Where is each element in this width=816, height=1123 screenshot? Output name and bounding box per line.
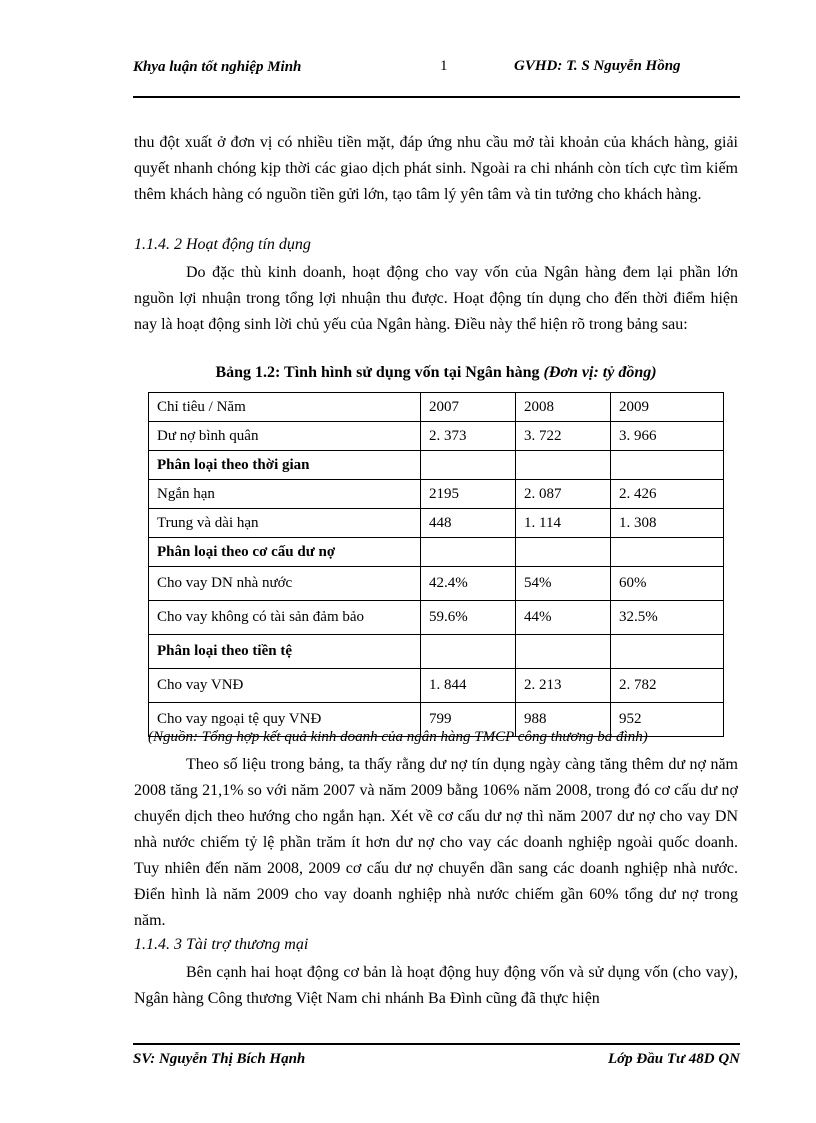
table-row (149, 669, 724, 703)
table-group-label: Phân loại theo tiền tệ (149, 635, 421, 669)
table-cell: Cho vay ngoại tệ quy VNĐ (149, 703, 421, 737)
table-cell: 2195 (421, 480, 516, 509)
table-cell: Chỉ tiêu / Năm (149, 393, 421, 422)
page-footer (133, 1043, 740, 1067)
table-row (149, 601, 724, 635)
table-cell: Ngắn hạn (149, 480, 421, 509)
table-group-row (149, 451, 724, 480)
table-cell: 2009 (611, 393, 724, 422)
table-group-row (149, 538, 724, 567)
table-cell: 1. 844 (421, 669, 516, 703)
paragraph-2: Do đặc thù kinh doanh, hoạt động cho vay vốn của Ngân hàng đem lại phần lớn nguồn lợi nhuận trong tổng lợi nhuận thu được. Hoạt động tín dụng cho đến thời điểm hiện nay là hoạt động sinh lời chủ yếu của Ngân hàng. Điều này thể hiện rõ trong bảng sau: (134, 264, 738, 333)
table-cell (421, 538, 516, 567)
table-cell: Dư nợ bình quân (149, 422, 421, 451)
section-heading-trade-finance: 1.1.4. 3 Tài trợ thương mại (134, 936, 309, 953)
table-cell (516, 538, 611, 567)
table-row (149, 393, 724, 422)
table-cell: 54% (516, 567, 611, 601)
table-cell: 1. 308 (611, 509, 724, 538)
paragraph-1: thu đột xuất ở đơn vị có nhiều tiền mặt, đáp ứng nhu cầu mở tài khoản của khách hàng, giải quyết nhanh chóng kịp thời các giao dịch phát sinh. Ngoài ra chi nhánh còn tích cực tìm kiếm thêm khách hàng có nguồn tiền gửi lớn, tạo tâm lý yên tâm và tin tưởng cho khách hàng. (134, 134, 738, 203)
table-cell: 32.5% (611, 601, 724, 635)
table-cell: 44% (516, 601, 611, 635)
table-cell: Trung và dài hạn (149, 509, 421, 538)
table-row (149, 509, 724, 538)
table-caption (134, 364, 738, 382)
header-thesis-label: Khya luận tốt nghiệp Minh (133, 59, 302, 75)
table-cell (516, 635, 611, 669)
table-cell: Cho vay VNĐ (149, 669, 421, 703)
table-group-label: Phân loại theo cơ cấu dư nợ (149, 538, 421, 567)
table-cell: 2008 (516, 393, 611, 422)
table-cell: 59.6% (421, 601, 516, 635)
paragraph-4: Bên cạnh hai hoạt động cơ bản là hoạt động huy động vốn và sử dụng vốn (cho vay), Ngân hàng Công thương Việt Nam chi nhánh Ba Đình cũng đã thực hiện (134, 964, 738, 1007)
table-group-row (149, 635, 724, 669)
capital-usage-table (148, 392, 724, 737)
table-cell (611, 451, 724, 480)
table-cell (421, 635, 516, 669)
table-cell: 2. 213 (516, 669, 611, 703)
table-row (149, 567, 724, 601)
table-cell: 2007 (421, 393, 516, 422)
table-cell: 3. 966 (611, 422, 724, 451)
table-cell: 988 (516, 703, 611, 737)
table-title: Bảng 1.2: Tình hình sử dụng vốn tại Ngân hàng (215, 364, 540, 381)
table-group-label: Phân loại theo thời gian (149, 451, 421, 480)
table-cell: 952 (611, 703, 724, 737)
table-cell: 2. 426 (611, 480, 724, 509)
section-heading-credit: 1.1.4. 2 Hoạt động tín dụng (134, 236, 311, 253)
table-cell (421, 451, 516, 480)
footer-student: SV: Nguyễn Thị Bích Hạnh (133, 1051, 306, 1067)
header-advisor: GVHD: T. S Nguyễn Hồng (514, 58, 681, 74)
page-header (133, 58, 740, 98)
table-cell: 60% (611, 567, 724, 601)
table-cell: 1. 114 (516, 509, 611, 538)
footer-class: Lớp Đầu Tư 48D QN (607, 1051, 740, 1067)
table-row (149, 480, 724, 509)
table-cell: 3. 722 (516, 422, 611, 451)
table-cell: 448 (421, 509, 516, 538)
table-cell (611, 635, 724, 669)
table-cell: 799 (421, 703, 516, 737)
table-cell (516, 451, 611, 480)
table-cell (611, 538, 724, 567)
page-number: 1 (440, 58, 448, 74)
table-row (149, 422, 724, 451)
table-cell: Cho vay không có tài sản đảm bảo (149, 601, 421, 635)
table-source: (Nguồn: Tổng hợp kết quả kinh doanh của ngân hàng TMCP công thương ba đình) (148, 729, 648, 745)
table-cell: 2. 782 (611, 669, 724, 703)
table-cell: Cho vay DN nhà nước (149, 567, 421, 601)
table-cell: 2. 087 (516, 480, 611, 509)
table-cell: 42.4% (421, 567, 516, 601)
paragraph-3: Theo số liệu trong bảng, ta thấy rằng dư nợ tín dụng ngày càng tăng thêm dư nợ năm 2008 tăng 21,1% so với năm 2007 và năm 2009 bằng 106% năm 2008, trong đó cơ cấu dư nợ chuyển dịch theo hướng cho ngắn hạn. Xét về cơ cấu dư nợ thì năm 2007 dư nợ cho vay DN nhà nước chiếm tỷ lệ phần trăm ít hơn dư nợ cho vay các doanh nghiệp ngoài quốc doanh. Tuy nhiên đến năm 2008, 2009 cơ cấu dư nợ chuyển dần sang các doanh nghiệp nhà nước. Điển hình là năm 2009 cho vay doanh nghiệp nhà nước chiếm gần 60% tổng dư nợ trong năm. (134, 756, 738, 929)
table-unit: (Đơn vị: tỷ đồng) (543, 364, 657, 381)
table-cell: 2. 373 (421, 422, 516, 451)
